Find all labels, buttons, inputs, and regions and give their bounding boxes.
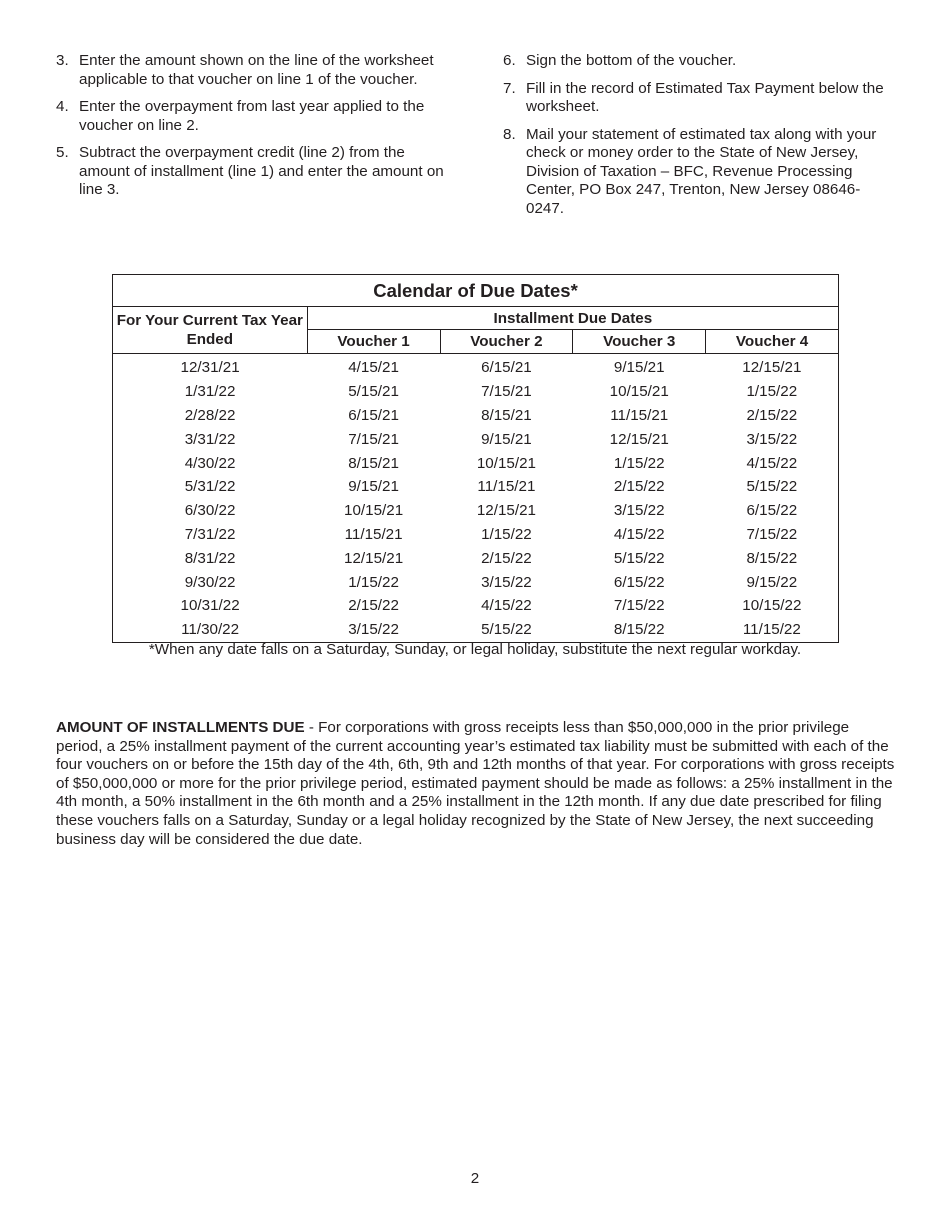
instruction-step bbox=[56, 52, 456, 89]
voucher-4-due-date-cell: 8/15/22 bbox=[746, 549, 798, 567]
calendar-of-due-dates-table bbox=[112, 274, 839, 643]
installment-due-dates-header: Installment Due Dates bbox=[307, 307, 838, 330]
step-text: Mail your statement of estimated tax along with your check or money order to the State of New Jersey, Division of Taxation – BFC, Revenue Processing Center, PO Box 247, Trenton, New Jersey 08646-0247. bbox=[526, 125, 877, 217]
voucher-4-due-date-cell: 9/15/22 bbox=[746, 573, 798, 591]
instruction-step bbox=[56, 98, 456, 135]
voucher-3-due-date-cell: 7/15/22 bbox=[613, 597, 665, 615]
voucher-1-due-date-cell: 1/15/22 bbox=[348, 573, 399, 591]
table-row bbox=[113, 380, 839, 404]
tax-year-ended-cell: 6/30/22 bbox=[184, 502, 236, 520]
voucher-1-due-date-cell: 6/15/21 bbox=[348, 406, 399, 424]
voucher-3-due-date-cell: 8/15/22 bbox=[613, 621, 665, 639]
voucher-3-header: Voucher 3 bbox=[573, 330, 706, 354]
voucher-1-due-date-cell: 10/15/21 bbox=[344, 502, 404, 520]
voucher-2-due-date-cell: 9/15/21 bbox=[481, 430, 532, 448]
voucher-2-due-date-cell: 8/15/21 bbox=[481, 406, 532, 424]
step-number: 5. bbox=[56, 144, 69, 161]
voucher-2-due-date-cell: 5/15/22 bbox=[481, 621, 532, 639]
instruction-step bbox=[56, 144, 456, 200]
voucher-2-header: Voucher 2 bbox=[440, 330, 573, 354]
voucher-2-due-date-cell: 12/15/21 bbox=[476, 502, 536, 520]
tax-year-ended-cell: 7/31/22 bbox=[184, 525, 236, 543]
table-row bbox=[113, 354, 839, 380]
voucher-3-due-date-cell: 9/15/21 bbox=[613, 359, 665, 377]
voucher-2-due-date-cell: 4/15/22 bbox=[481, 597, 532, 615]
voucher-1-due-date-cell: 5/15/21 bbox=[348, 383, 399, 401]
step-number: 3. bbox=[56, 52, 69, 69]
instruction-step bbox=[503, 80, 898, 117]
tax-year-ended-cell: 8/31/22 bbox=[184, 549, 236, 567]
step-text: Subtract the overpayment credit (line 2) from the amount of installment (line 1) and enter the amount on line 3. bbox=[79, 144, 444, 198]
instruction-step bbox=[503, 52, 898, 71]
tax-year-ended-header: For Your Current Tax Year Ended bbox=[113, 307, 308, 354]
step-text: Enter the overpayment from last year applied to the voucher on line 2. bbox=[79, 98, 425, 134]
table-row bbox=[113, 499, 839, 523]
tax-year-ended-cell: 5/31/22 bbox=[184, 478, 236, 496]
table-row bbox=[113, 523, 839, 547]
voucher-2-due-date-cell: 6/15/21 bbox=[481, 359, 532, 377]
voucher-1-due-date-cell: 2/15/22 bbox=[348, 597, 399, 615]
calendar-title: Calendar of Due Dates* bbox=[113, 275, 839, 307]
voucher-2-due-date-cell: 10/15/21 bbox=[476, 454, 536, 472]
table-row bbox=[113, 451, 839, 475]
voucher-3-due-date-cell: 12/15/21 bbox=[609, 430, 669, 448]
instructions-right-column bbox=[503, 52, 898, 227]
voucher-3-due-date-cell: 2/15/22 bbox=[613, 478, 665, 496]
voucher-4-due-date-cell: 11/15/22 bbox=[742, 621, 801, 639]
installments-due-paragraph bbox=[56, 719, 896, 849]
voucher-4-due-date-cell: 1/15/22 bbox=[746, 383, 798, 401]
voucher-3-due-date-cell: 5/15/22 bbox=[613, 549, 665, 567]
table-row bbox=[113, 404, 839, 428]
step-number: 4. bbox=[56, 98, 69, 115]
voucher-4-due-date-cell: 7/15/22 bbox=[746, 525, 798, 543]
table-row bbox=[113, 546, 839, 570]
voucher-3-due-date-cell: 3/15/22 bbox=[613, 502, 665, 520]
tax-year-ended-cell: 2/28/22 bbox=[184, 406, 236, 424]
calendar-footnote: *When any date falls on a Saturday, Sunday, or legal holiday, substitute the next regular workday. bbox=[148, 641, 802, 658]
installments-due-heading: AMOUNT OF INSTALLMENTS DUE bbox=[56, 719, 305, 736]
step-text: Fill in the record of Estimated Tax Payment below the worksheet. bbox=[526, 79, 884, 115]
table-row bbox=[113, 618, 839, 642]
voucher-4-due-date-cell: 4/15/22 bbox=[746, 454, 798, 472]
tax-year-ended-cell: 9/30/22 bbox=[184, 573, 236, 591]
step-text: Enter the amount shown on the line of the worksheet applicable to that voucher on line 1 of the voucher. bbox=[79, 52, 434, 88]
voucher-4-due-date-cell: 12/15/21 bbox=[742, 359, 802, 377]
voucher-2-due-date-cell: 3/15/22 bbox=[481, 573, 532, 591]
voucher-1-due-date-cell: 12/15/21 bbox=[344, 549, 404, 567]
voucher-2-due-date-cell: 7/15/21 bbox=[481, 383, 532, 401]
voucher-3-due-date-cell: 11/15/21 bbox=[610, 406, 669, 424]
voucher-2-due-date-cell: 2/15/22 bbox=[481, 549, 532, 567]
voucher-1-due-date-cell: 11/15/21 bbox=[344, 525, 403, 543]
voucher-3-due-date-cell: 6/15/22 bbox=[613, 573, 665, 591]
voucher-2-due-date-cell: 1/15/22 bbox=[481, 525, 532, 543]
step-number: 8. bbox=[503, 125, 516, 143]
tax-year-ended-cell: 11/30/22 bbox=[181, 621, 240, 639]
table-row bbox=[113, 594, 839, 618]
voucher-2-due-date-cell: 11/15/21 bbox=[477, 478, 536, 496]
table-row bbox=[113, 570, 839, 594]
voucher-3-due-date-cell: 10/15/21 bbox=[609, 383, 669, 401]
table-row bbox=[113, 427, 839, 451]
voucher-4-due-date-cell: 3/15/22 bbox=[746, 430, 798, 448]
instructions-left-column bbox=[56, 52, 456, 209]
step-text: Sign the bottom of the voucher. bbox=[526, 52, 737, 69]
voucher-3-due-date-cell: 1/15/22 bbox=[613, 454, 665, 472]
voucher-4-due-date-cell: 6/15/22 bbox=[746, 502, 798, 520]
voucher-1-header: Voucher 1 bbox=[307, 330, 440, 354]
step-number: 7. bbox=[503, 79, 516, 97]
table-row bbox=[113, 475, 839, 499]
voucher-1-due-date-cell: 8/15/21 bbox=[348, 454, 399, 472]
installments-due-body: - For corporations with gross receipts less than $50,000,000 in the prior privilege period, a 25% installment payment of the current accounting year’s estimated tax liability must be submitted with each of the four vouchers on or before the 15th day of the 4th, 6th, 9th and 12th months of that year. For corporations with gross receipts of $50,000,000 or more for the prior privilege period, estimated payment should be made as follows: a 25% installment in the 4th month, a 50% installment in the 6th month and a 25% installment in the 12th month. If any due date prescribed for filing these vouchers falls on a Saturday, Sunday or a legal holiday recognized by the State of New Jersey, the next succeeding business day will be considered the due date. bbox=[56, 719, 895, 848]
page-number: 2 bbox=[470, 1170, 480, 1187]
voucher-4-due-date-cell: 10/15/22 bbox=[742, 597, 802, 615]
voucher-4-due-date-cell: 2/15/22 bbox=[746, 406, 798, 424]
tax-year-ended-cell: 3/31/22 bbox=[184, 430, 236, 448]
voucher-1-due-date-cell: 3/15/22 bbox=[348, 621, 399, 639]
voucher-1-due-date-cell: 7/15/21 bbox=[348, 430, 399, 448]
instruction-step bbox=[503, 126, 898, 219]
tax-year-ended-cell: 12/31/21 bbox=[180, 359, 240, 377]
calendar-body bbox=[113, 354, 839, 643]
voucher-3-due-date-cell: 4/15/22 bbox=[613, 525, 665, 543]
voucher-1-due-date-cell: 9/15/21 bbox=[348, 478, 399, 496]
voucher-1-due-date-cell: 4/15/21 bbox=[348, 359, 399, 377]
tax-year-ended-cell: 1/31/22 bbox=[184, 383, 236, 401]
tax-year-ended-cell: 4/30/22 bbox=[184, 454, 236, 472]
tax-year-ended-cell: 10/31/22 bbox=[180, 597, 240, 615]
voucher-4-header: Voucher 4 bbox=[706, 330, 839, 354]
step-number: 6. bbox=[503, 52, 516, 69]
voucher-4-due-date-cell: 5/15/22 bbox=[746, 478, 798, 496]
